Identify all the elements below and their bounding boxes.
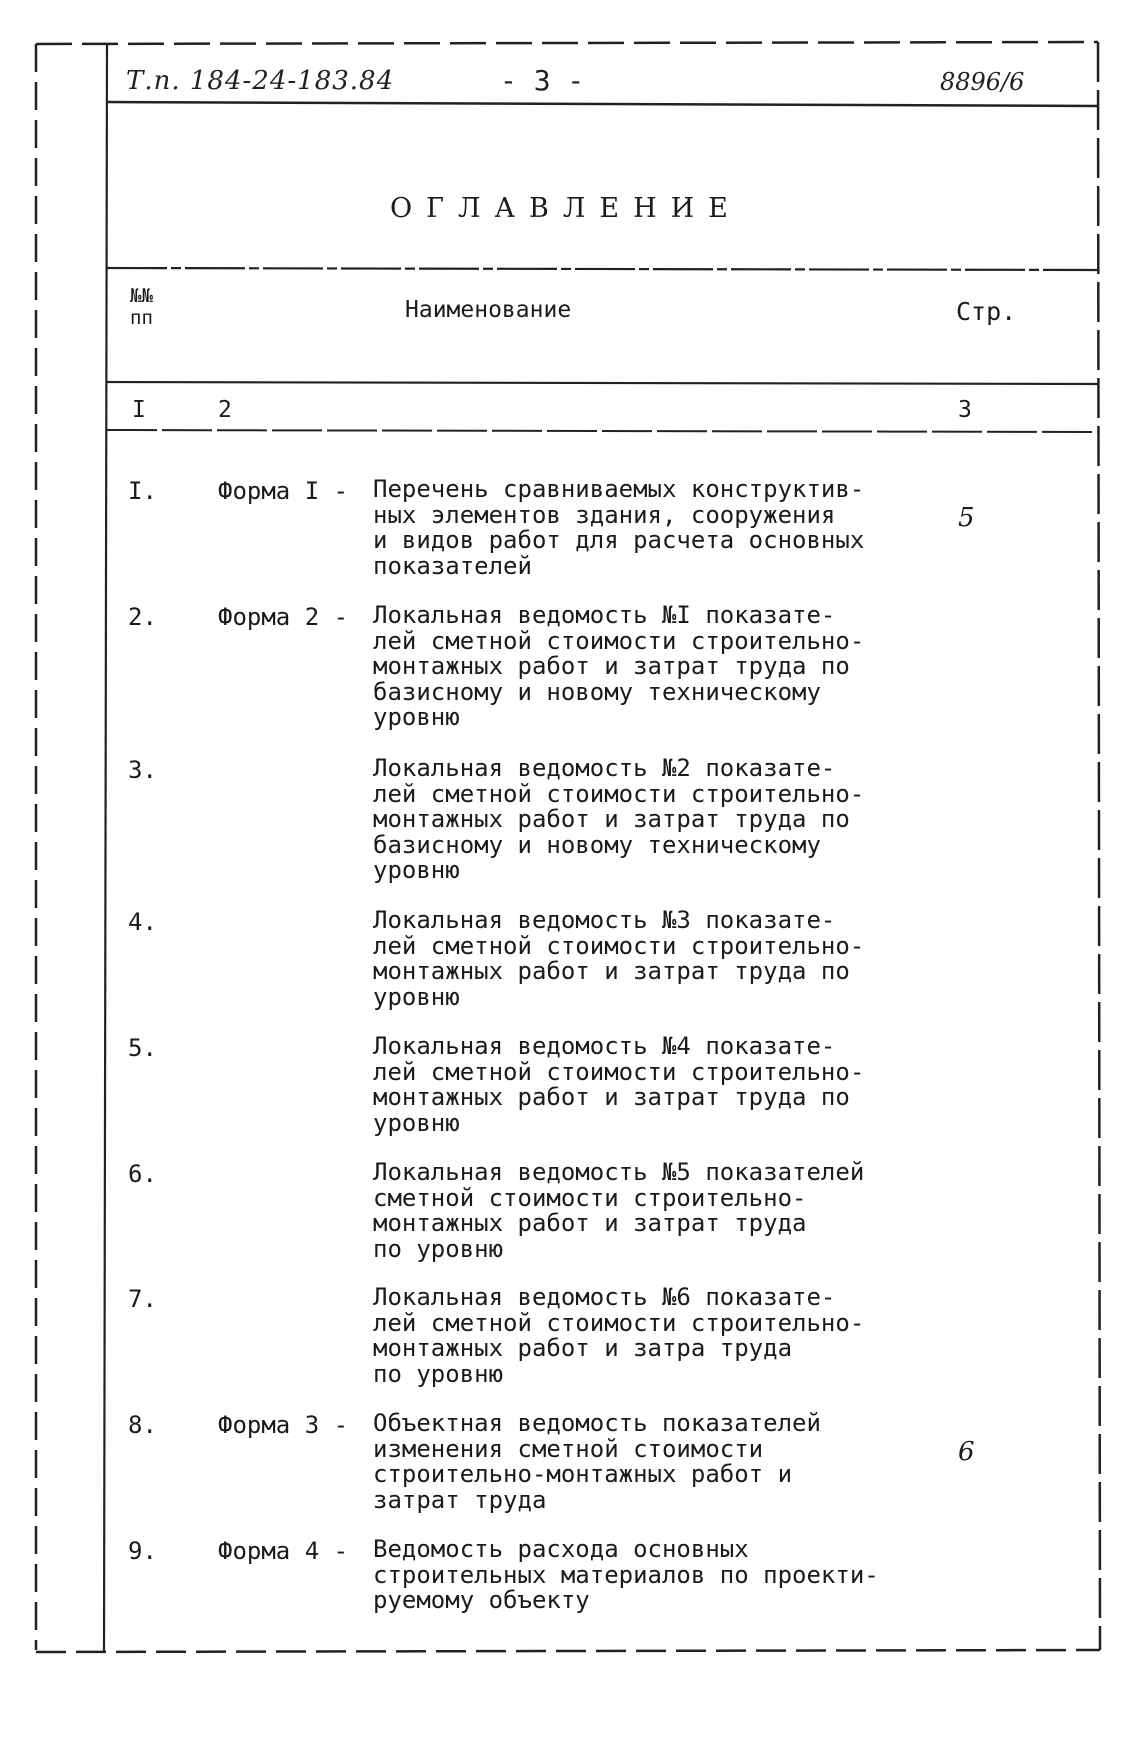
frame-inner-left	[104, 44, 107, 1652]
document-code: Т.п. 184-24-183.84	[126, 66, 395, 96]
row-title: Ведомость расхода основных строительных материалов по проекти- руемому объекту	[373, 1535, 879, 1614]
column-header-page: Стр.	[956, 297, 1017, 326]
table-top-rule	[107, 268, 1098, 270]
column-number-3: 3	[958, 397, 972, 423]
colnum-rule	[107, 430, 1098, 432]
row-number: 4.	[128, 908, 157, 936]
column-header-name: Наименование	[405, 297, 572, 323]
header-rule	[107, 102, 1098, 106]
frame-bottom	[36, 1650, 1100, 1652]
row-number: 2.	[128, 603, 157, 631]
row-number: 5.	[128, 1034, 157, 1062]
row-title: Объектная ведомость показателей изменения сметной стоимости строительно-монтажных работ и затрат труда	[373, 1409, 821, 1514]
row-number: 9.	[128, 1537, 157, 1565]
row-title: Перечень сравниваемых конструктив- ных элементов здания, сооружения и видов работ для расчета основных показателей	[373, 475, 865, 580]
row-number: 7.	[128, 1285, 157, 1313]
row-title: Локальная ведомость №2 показате- лей сметной стоимости строительно- монтажных работ и затрат труда по базисному и новому техническому уровню	[373, 754, 865, 884]
archive-number: 8896/6	[940, 68, 1025, 96]
frame-top	[36, 42, 1098, 44]
row-form: Форма I -	[218, 477, 349, 505]
page-title: ОГЛАВЛЕНИЕ	[390, 193, 742, 224]
row-number: 3.	[128, 756, 157, 784]
row-title: Локальная ведомость №3 показате- лей сметной стоимости строительно- монтажных работ и затрат труда по уровню	[373, 906, 865, 1011]
colhead-rule	[107, 382, 1098, 384]
column-header-number: №№ пп	[130, 285, 153, 329]
row-form: Форма 3 -	[218, 1411, 349, 1439]
row-title: Локальная ведомость №6 показате- лей сметной стоимости строительно- монтажных работ и затра труда по уровню	[373, 1283, 865, 1388]
row-number: 8.	[128, 1411, 157, 1439]
row-title: Локальная ведомость №I показате- лей сметной стоимости строительно- монтажных работ и затрат труда по базисному и новому техническому уровню	[373, 601, 865, 731]
row-title: Локальная ведомость №5 показателей сметной стоимости строительно- монтажных работ и затрат труда по уровню	[373, 1158, 865, 1263]
row-form: Форма 2 -	[218, 603, 349, 631]
frame-right	[1098, 42, 1100, 1650]
row-title: Локальная ведомость №4 показате- лей сметной стоимости строительно- монтажных работ и затрат труда по уровню	[373, 1032, 865, 1137]
row-number: I.	[128, 477, 157, 505]
row-page: 6	[958, 1437, 975, 1467]
page-marker: - 3 -	[500, 64, 585, 97]
row-form: Форма 4 -	[218, 1537, 349, 1565]
column-number-1: I	[132, 397, 146, 423]
row-page: 5	[958, 503, 975, 533]
row-number: 6.	[128, 1160, 157, 1188]
column-number-2: 2	[218, 397, 232, 423]
